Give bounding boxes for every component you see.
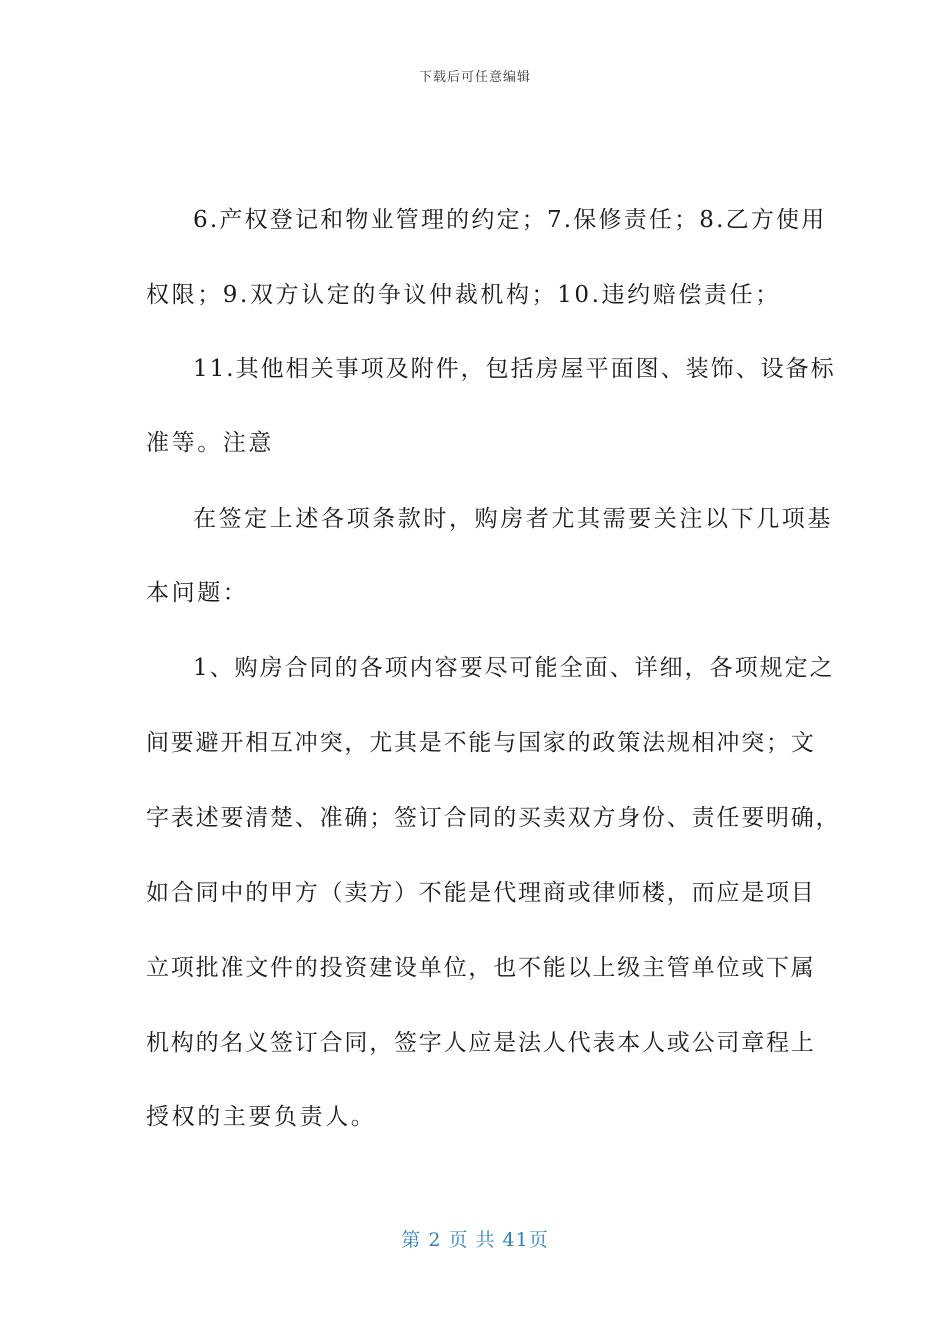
paragraph-line: 1、购房合同的各项内容要尽可能全面、详细，各项规定之 <box>193 655 835 681</box>
paragraph-line: 如合同中的甲方（卖方）不能是代理商或律师楼，而应是项目 <box>146 880 816 906</box>
paragraph-line: 字表述要清楚、准确；签订合同的买卖双方身份、责任要明确， <box>146 805 841 831</box>
paragraph-line: 6.产权登记和物业管理的约定；7.保修责任；8.乙方使用 <box>193 207 827 233</box>
paragraph-line: 权限；9.双方认定的争议仲裁机构；10.违约赔偿责任； <box>146 282 781 308</box>
paragraph-line: 准等。注意 <box>146 430 274 456</box>
paragraph-line: 11.其他相关事项及附件，包括房屋平面图、装饰、设备标 <box>193 356 836 382</box>
page-footer: 第 2 页 共 41页 <box>401 1229 549 1251</box>
paragraph-line: 机构的名义签订合同，签字人应是法人代表本人或公司章程上 <box>146 1030 816 1056</box>
page-header: 下载后可任意编辑 <box>418 70 531 85</box>
paragraph-line: 授权的主要负责人。 <box>146 1104 377 1130</box>
paragraph-line: 本问题： <box>146 580 249 606</box>
paragraph-line: 在签定上述各项条款时，购房者尤其需要关注以下几项基 <box>193 506 833 532</box>
paragraph-line: 间要避开相互冲突，尤其是不能与国家的政策法规相冲突；文 <box>146 730 816 756</box>
paragraph-line: 立项批准文件的投资建设单位，也不能以上级主管单位或下属 <box>146 955 816 981</box>
